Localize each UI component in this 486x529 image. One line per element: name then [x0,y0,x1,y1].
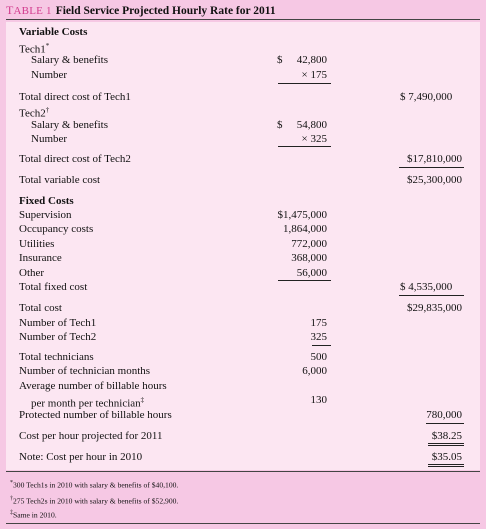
fixed-item-label: Other [19,267,45,279]
total-cost-label: Total cost [19,302,62,314]
tech1-label: Tech1* [19,42,50,56]
fixed-total-label: Total fixed cost [19,281,88,293]
table-label: TABLE 1 [6,3,52,17]
avg-hours-value: 130 [310,394,327,406]
tech1-salary-dollar: $ [277,54,283,66]
fixed-item-label: Supervision [19,209,72,221]
fixed-item-value: 368,000 [291,252,327,264]
total-cost-value: $29,835,000 [407,302,462,314]
tech1-salary-label: Salary & benefits [31,54,108,66]
fixed-item-value: 1,864,000 [283,223,327,235]
num-tech2-label: Number of Tech2 [19,331,97,343]
tech2-salary-label: Salary & benefits [31,119,108,131]
note-double-rule-1 [428,464,464,465]
tech2-total-label: Total direct cost of Tech2 [19,153,131,165]
section-heading-variable: Variable Costs [19,26,88,38]
footnote: †275 Tech2s in 2010 with salary & benefits of $52,900. [10,496,179,506]
fixed-item-label: Insurance [19,252,62,264]
total-tech-value: 500 [310,351,327,363]
num-tech1-value: 175 [310,317,327,329]
projected-hours-underline [426,423,464,424]
tech2-salary-dollar: $ [277,119,283,131]
cost-per-hour-value: $38.25 [431,430,462,442]
avg-hours-label: Average number of billable hours [19,380,167,392]
note-double-rule-2 [428,466,464,467]
tech2-total-value: $17,810,000 [407,153,462,165]
tech2-underline [278,146,331,147]
variable-total-label: Total variable cost [19,174,101,186]
tech-months-value: 6,000 [302,365,327,377]
tech1-number-label: Number [31,69,68,81]
variable-underline [399,167,464,168]
projected-hours-label: Protected number of billable hours [19,409,172,421]
fixed-item-label: Utilities [19,238,55,250]
tech2-number-label: Number [31,133,68,145]
tech-months-label: Number of technician months [19,365,151,377]
footnote-rule [6,471,480,472]
tech1-total-value: $ 7,490,000 [400,91,453,103]
bottom-rule [6,523,480,524]
footnote: *300 Tech1s in 2010 with salary & benefits of $40,100. [10,480,179,490]
note-value: $35.05 [431,451,462,463]
total-tech-label: Total technicians [19,351,94,363]
num-tech-underline [312,345,331,346]
fixed-item-value: 56,000 [296,267,327,279]
tech1-total-label: Total direct cost of Tech1 [19,91,131,103]
cost-per-hour-double-rule-2 [428,445,464,446]
tech1-underline [278,83,331,84]
tech2-number-value: × 325 [301,133,327,145]
fixed-item-label: Occupancy costs [19,223,94,235]
cost-per-hour-label: Cost per hour projected for 2011 [19,430,163,442]
table-title [6,3,276,18]
top-rule [6,19,480,20]
fixed-underline [399,295,464,296]
projected-hours-value: 780,000 [426,409,462,421]
avg-hours-label-cont: per month per technician‡ [31,396,145,410]
fixed-item-value: $1,475,000 [277,209,327,221]
tech2-salary-value: 54,800 [296,119,327,131]
note-label: Note: Cost per hour in 2010 [19,451,143,463]
tech1-number-value: × 175 [301,69,327,81]
num-tech1-label: Number of Tech1 [19,317,97,329]
tech2-label: Tech2† [19,106,50,120]
cost-per-hour-double-rule-1 [428,443,464,444]
table-body [6,22,480,470]
num-tech2-value: 325 [310,331,327,343]
table-caption: Field Service Projected Hourly Rate for 2011 [55,5,276,17]
footnote: ‡Same in 2010. [10,510,57,520]
fixed-total-value: $ 4,535,000 [400,281,453,293]
fixed-item-value: 772,000 [291,238,327,250]
variable-total-value: $25,300,000 [407,174,462,186]
section-heading-fixed: Fixed Costs [19,195,74,207]
tech1-salary-value: 42,800 [296,54,327,66]
